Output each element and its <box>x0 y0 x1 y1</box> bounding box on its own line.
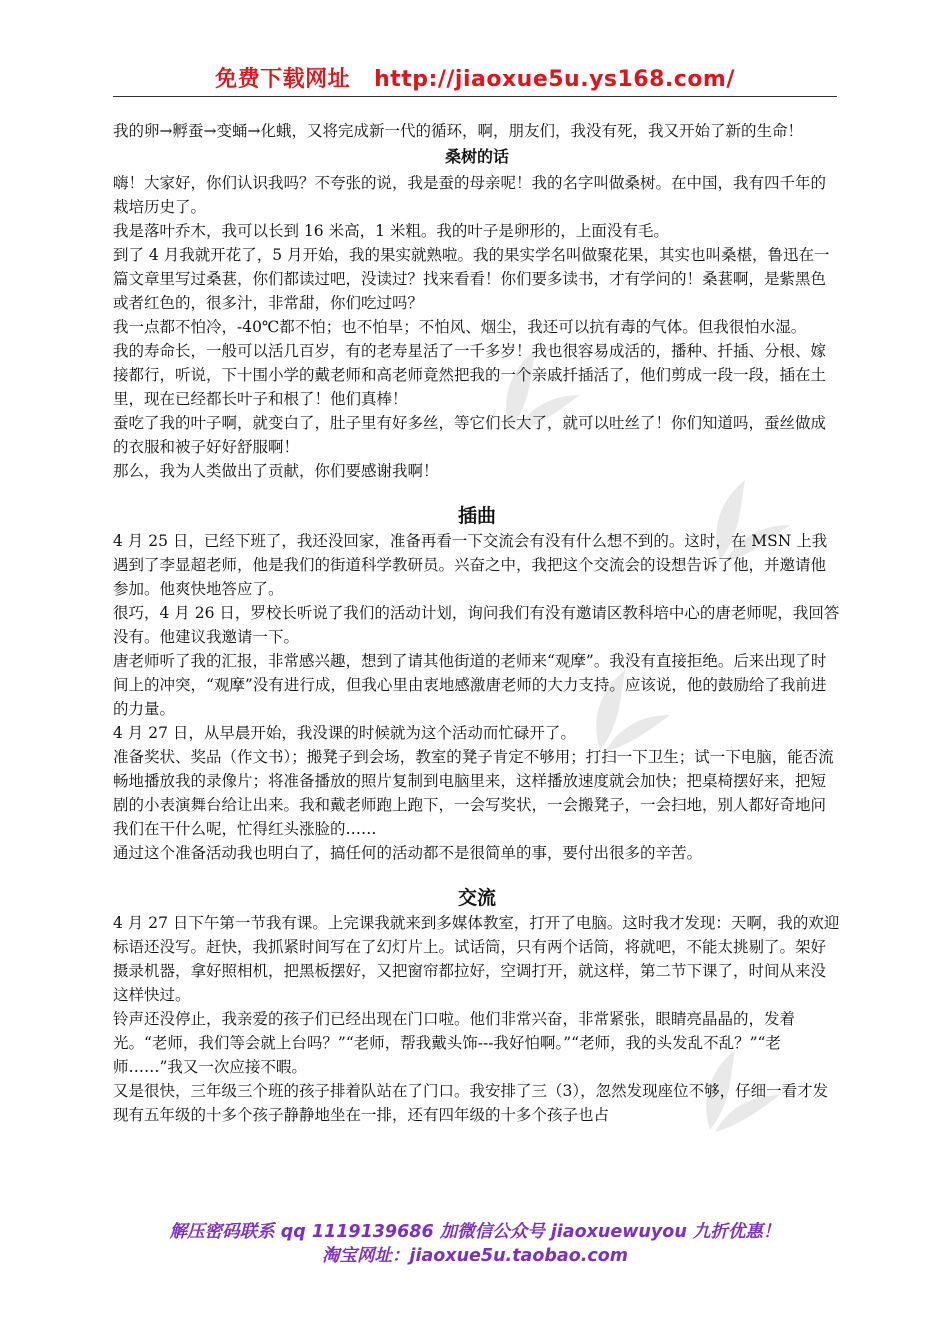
paragraph: 通过这个准备活动我也明白了，搞任何的活动都不是很简单的事，要付出很多的辛苦。 <box>113 844 703 862</box>
paragraph: 我一点都不怕冷，-40℃都不怕；也不怕旱；不怕风、烟尘，我还可以抗有毒的气体。但我很怕水湿。 <box>113 318 807 336</box>
section-title-mulberry: 桑树的话 <box>444 147 509 166</box>
intro-paragraph: 我的卵→孵蚕→变蛹→化蛾，又将完成新一代的循环，啊，朋友们，我没有死，我又开始了新的生命！ <box>113 122 803 140</box>
header-url-link[interactable]: http://jiaoxue5u.ys168.com/ <box>374 67 735 92</box>
document-body <box>113 119 841 1127</box>
page-header <box>0 62 950 93</box>
paragraph: 那么，我为人类做出了贡献，你们要感谢我啊！ <box>113 462 439 480</box>
paragraph: 4 月 27 日，从早晨开始，我没课的时候就为这个活动而忙碌开了。 <box>113 724 576 742</box>
header-divider <box>113 96 837 97</box>
paragraph: 到了 4 月我就开花了，5 月开始，我的果实就熟啦。我的果实学名叫做聚花果，其实也叫桑椹，鲁迅在一篇文章里写过桑葚，你们都读过吧，没读过？找来看看！你们要多读书，才有学问的！桑葚啊，是紫黑色或者红色的，很多汁，非常甜，你们吃过吗？ <box>113 246 830 312</box>
paragraph: 蚕吃了我的叶子啊，就变白了，肚子里有好多丝，等它们长大了，就可以吐丝了！你们知道吗，蚕丝做成的衣服和被子好好舒服啊！ <box>113 414 827 456</box>
paragraph: 唐老师听了我的汇报，非常感兴趣，想到了请其他街道的老师来“观摩”。我没有直接拒绝。后来出现了时间上的冲突，“观摩”没有进行成，但我心里由衷地感激唐老师的大力支持。应该说，他的鼓励给了我前进的力量。 <box>113 652 827 718</box>
paragraph: 嗨！大家好，你们认识我吗？不夸张的说，我是蚕的母亲呢！我的名字叫做桑树。在中国，我有四千年的栽培历史了。 <box>113 174 827 216</box>
paragraph: 我是落叶乔木，我可以长到 16 米高，1 米粗。我的叶子是卵形的，上面没有毛。 <box>113 222 669 240</box>
paragraph: 铃声还没停止，我亲爱的孩子们已经出现在门口啦。他们非常兴奋，非常紧张，眼睛亮晶晶的，发着光。“老师，我们等会就上台吗？”“老师，帮我戴头饰---我好怕啊。”“老师，我的头发乱不乱？”“老师……”我又一次应接不暇。 <box>113 1010 796 1076</box>
paragraph: 又是很快，三年级三个班的孩子排着队站在了门口。我安排了三（3），忽然发现座位不够，仔细一看才发现有五年级的十多个孩子静静地坐在一排，还有四年级的十多个孩子也占 <box>113 1082 829 1124</box>
footer-contact: 解压密码联系 qq 1119139686 加微信公众号 jiaoxuewuyou 九折优惠！ <box>169 1222 781 1242</box>
paragraph: 准备奖状、奖品（作文书）；搬凳子到会场，教室的凳子肯定不够用；打扫一下卫生；试一下电脑，能否流畅地播放我的录像片；将准备播放的照片复制到电脑里来，这样播放速度就会加快；把桌椅摆好来，把短剧的小表演舞台给让出来。我和戴老师跑上跑下，一会写奖状，一会搬凳子，一会扫地，别人都好奇地问我们在干什么呢，忙得红头涨脸的…… <box>113 748 834 838</box>
paragraph: 4 月 25 日，已经下班了，我还没回家，准备再看一下交流会有没有什么想不到的。这时，在 MSN 上我遇到了李显超老师，他是我们的街道科学教研员。兴奋之中，我把这个交流会的设想告诉了他，并邀请他参加。他爽快地答应了。 <box>113 532 828 598</box>
footer-shop-link[interactable]: 淘宝网址：jiaoxue5u.taobao.com <box>321 1246 629 1266</box>
section-title-exchange: 交流 <box>457 887 496 909</box>
header-label: 免费下载网址 <box>215 67 351 92</box>
paragraph: 我的寿命长，一般可以活几百岁，有的老寿星活了一千多岁！我也很容易成活的，播种、扦插、分根、嫁接都行，听说，下十围小学的戴老师和高老师竟然把我的一个亲戚扦插活了，他们剪成一段一段，插在土里，现在已经都长叶子和根了！他们真棒！ <box>113 342 827 408</box>
paragraph: 4 月 27 日下午第一节我有课。上完课我就来到多媒体教室，打开了电脑。这时我才发现：天啊，我的欢迎标语还没写。赶快，我抓紧时间写在了幻灯片上。试话筒，只有两个话筒，将就吧，不能太挑剔了。架好摄录机器，拿好照相机，把黑板摆好，又把窗帘都拉好，空调打开，就这样，第二节下课了，时间从来没这样快过。 <box>113 914 840 1004</box>
paragraph: 很巧，4 月 26 日，罗校长听说了我们的活动计划，询问我们有没有邀请区教科培中心的唐老师呢，我回答没有。他建议我邀请一下。 <box>113 604 840 646</box>
section-title-interlude: 插曲 <box>457 505 496 527</box>
